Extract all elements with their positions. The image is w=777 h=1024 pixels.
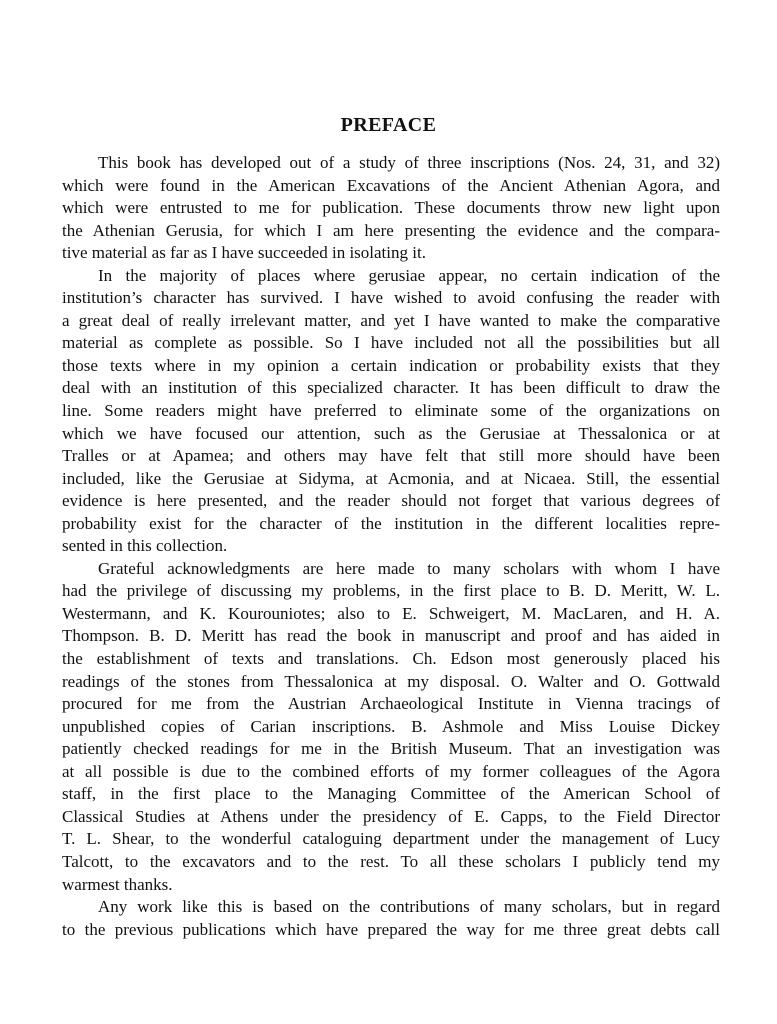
- text-line: which were entrusted to me for publication. These documents throw new light upon: [62, 198, 720, 218]
- text-line: included, like the Gerusiae at Sidyma, at Acmonia, and at Nicaea. Still, the essential: [62, 468, 720, 488]
- text-line: procured for me from the Austrian Archaeological Institute in Vienna tracings of: [62, 694, 720, 714]
- text-line: Thompson. B. D. Meritt has read the book in manuscript and proof and has aided in: [62, 626, 720, 646]
- text-line: probability exist for the character of the institution in the different localities repre-: [62, 513, 720, 533]
- text-line: to the previous publications which have prepared the way for me three great debts call: [62, 919, 720, 939]
- text-line: had the privilege of discussing my problems, in the first place to B. D. Meritt, W. L.: [62, 581, 720, 601]
- paragraph-1: [62, 152, 720, 265]
- text-line: Westermann, and K. Kourouniotes; also to E. Schweigert, M. MacLaren, and H. A.: [62, 603, 720, 623]
- text-line: material as complete as possible. So I have included not all the possibilities but all: [62, 333, 720, 353]
- text-line: at all possible is due to the combined efforts of my former colleagues of the Agora: [62, 761, 720, 781]
- text-line: a great deal of really irrelevant matter, and yet I have wanted to make the comparative: [62, 310, 720, 330]
- text-line: deal with an institution of this specialized character. It has been difficult to draw the: [62, 378, 720, 398]
- text-line: tive material as far as I have succeeded in isolating it.: [62, 243, 426, 263]
- text-line: Grateful acknowledgments are here made to many scholars with whom I have: [98, 558, 720, 578]
- text-line: institution’s character has survived. I have wished to avoid confusing the reader with: [62, 288, 720, 308]
- text-line: which were found in the American Excavations of the Ancient Athenian Agora, and: [62, 175, 720, 195]
- text-line: unpublished copies of Carian inscriptions. B. Ashmole and Miss Louise Dickey: [62, 716, 720, 736]
- text-line: T. L. Shear, to the wonderful cataloguing department under the management of Lucy: [62, 829, 720, 849]
- text-line: readings of the stones from Thessalonica at my disposal. O. Walter and O. Gottwald: [62, 671, 720, 691]
- paragraph-2: [62, 265, 720, 558]
- text-line: warmest thanks.: [62, 874, 173, 894]
- paragraph-3: [62, 558, 720, 896]
- text-line: In the majority of places where gerusiae appear, no certain indication of the: [98, 265, 720, 285]
- text-line: staff, in the first place to the Managing Committee of the American School of: [62, 784, 720, 804]
- page-title: PREFACE: [340, 114, 437, 136]
- text-line: the Athenian Gerusia, for which I am here presenting the evidence and the compara-: [62, 220, 720, 240]
- text-line: line. Some readers might have preferred to eliminate some of the organizations on: [62, 401, 720, 421]
- text-line: the establishment of texts and translations. Ch. Edson most generously placed his: [62, 649, 720, 669]
- text-line: patiently checked readings for me in the British Museum. That an investigation was: [62, 739, 720, 759]
- text-line: which we have focused our attention, such as the Gerusiae at Thessalonica or at: [62, 423, 720, 443]
- preface-body: [62, 152, 720, 941]
- text-line: Classical Studies at Athens under the presidency of E. Capps, to the Field Director: [62, 806, 720, 826]
- text-line: those texts where in my opinion a certain indication or probability exists that they: [62, 355, 720, 375]
- text-line: Any work like this is based on the contributions of many scholars, but in regard: [98, 897, 720, 917]
- paragraph-4: [62, 896, 720, 941]
- text-line: evidence is here presented, and the reader should not forget that various degrees of: [62, 491, 720, 511]
- text-line: Talcott, to the excavators and to the rest. To all these scholars I publicly tend my: [62, 851, 720, 871]
- text-line: This book has developed out of a study of three inscriptions (Nos. 24, 31, and 32): [98, 153, 720, 172]
- text-line: Tralles or at Apamea; and others may have felt that still more should have been: [62, 446, 720, 466]
- text-line: sented in this collection.: [62, 536, 228, 556]
